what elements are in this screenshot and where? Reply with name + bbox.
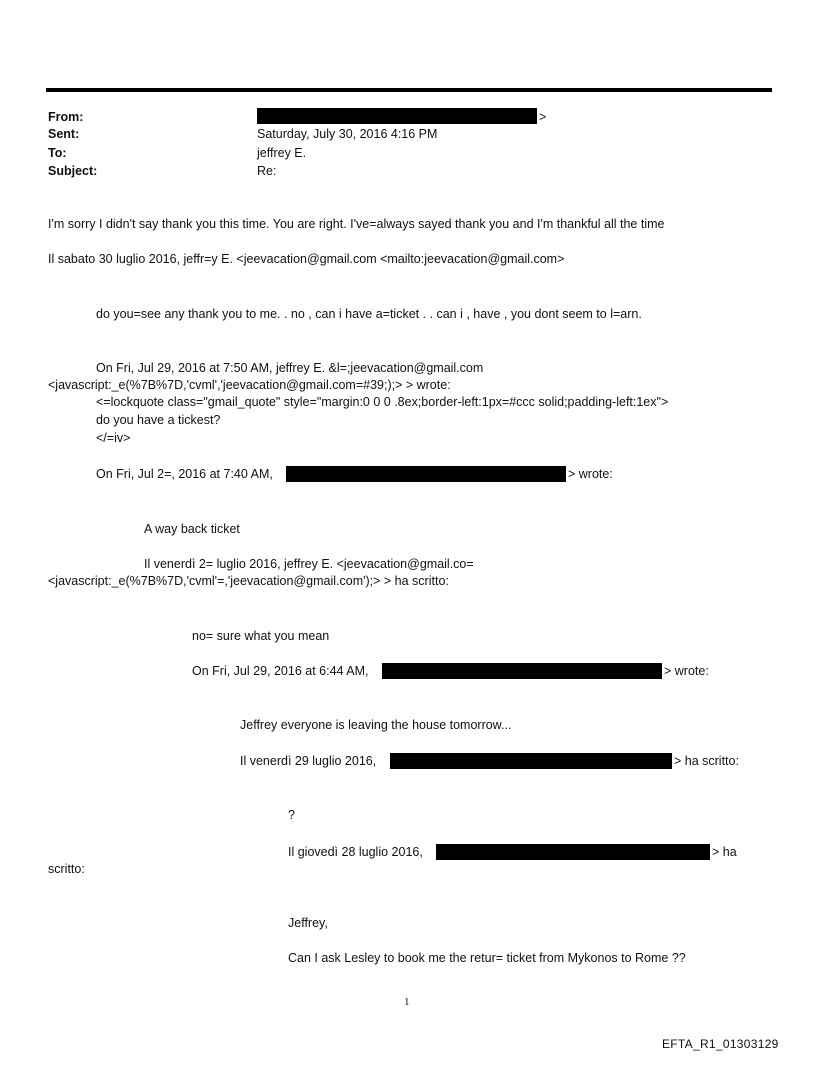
redacted-sender [257, 108, 537, 124]
body-line: Il sabato 30 luglio 2016, jeffr=y E. <jeevacation@gmail.com <mailto:jeevacation@gmail.com> [48, 252, 565, 266]
body-line: Il venerdì 29 luglio 2016, [240, 754, 377, 768]
body-line: Can I ask Lesley to book me the retur= ticket from Mykonos to Rome ?? [288, 951, 686, 965]
redacted-sender [390, 753, 672, 769]
header-rule [46, 88, 772, 92]
body-line: > ha scritto: [674, 754, 739, 768]
body-line: On Fri, Jul 2=, 2016 at 7:40 AM, [96, 467, 273, 481]
body-line: scritto: [48, 862, 85, 876]
redacted-sender [382, 663, 662, 679]
body-line: ? [288, 808, 295, 822]
body-line: <javascript:_e(%7B%7D,'cvml'=,'jeevacation@gmail.com');> > ha scritto: [48, 574, 449, 588]
body-line: Jeffrey, [288, 916, 328, 930]
to-label: To: [48, 146, 67, 160]
body-line: <javascript:_e(%7B%7D,'cvml','jeevacation@gmail.com=#39;);> > wrote: [48, 378, 451, 392]
body-line: I'm sorry I didn't say thank you this time. You are right. I've=always sayed thank you and I'm thankful all the time [48, 217, 665, 231]
body-line: On Fri, Jul 29, 2016 at 7:50 AM, jeffrey E. &l=;jeevacation@gmail.com [96, 361, 484, 375]
page-number: 1 [404, 996, 410, 1008]
document-id: EFTA_R1_01303129 [662, 1037, 779, 1051]
body-line: On Fri, Jul 29, 2016 at 6:44 AM, [192, 664, 369, 678]
redacted-sender [286, 466, 566, 482]
body-line: do you have a tickest? [96, 413, 221, 427]
body-line: Il giovedì 28 luglio 2016, [288, 845, 423, 859]
subject-label: Subject: [48, 164, 98, 178]
from-suffix: > [539, 110, 547, 124]
sent-value: Saturday, July 30, 2016 4:16 PM [257, 127, 438, 141]
body-line: A way back ticket [144, 522, 240, 536]
body-line: </=iv> [96, 431, 131, 445]
redacted-sender [436, 844, 710, 860]
sent-label: Sent: [48, 127, 80, 141]
body-line: no= sure what you mean [192, 629, 330, 643]
body-line: Jeffrey everyone is leaving the house tomorrow... [240, 718, 512, 732]
body-line: Il venerdì 2= luglio 2016, jeffrey E. <jeevacation@gmail.co= [144, 557, 474, 571]
body-line: > wrote: [664, 664, 709, 678]
body-line: > wrote: [568, 467, 613, 481]
body-line: > ha [712, 845, 737, 859]
body-line: <=lockquote class="gmail_quote" style="margin:0 0 0 .8ex;border-left:1px=#ccc solid;padding-left:1ex"> [96, 395, 669, 409]
body-line: do you=see any thank you to me. . no , can i have a=ticket . . can i , have , you dont seem to l=arn. [96, 307, 642, 321]
to-value: jeffrey E. [257, 146, 307, 160]
from-label: From: [48, 110, 84, 124]
subject-value: Re: [257, 164, 277, 178]
